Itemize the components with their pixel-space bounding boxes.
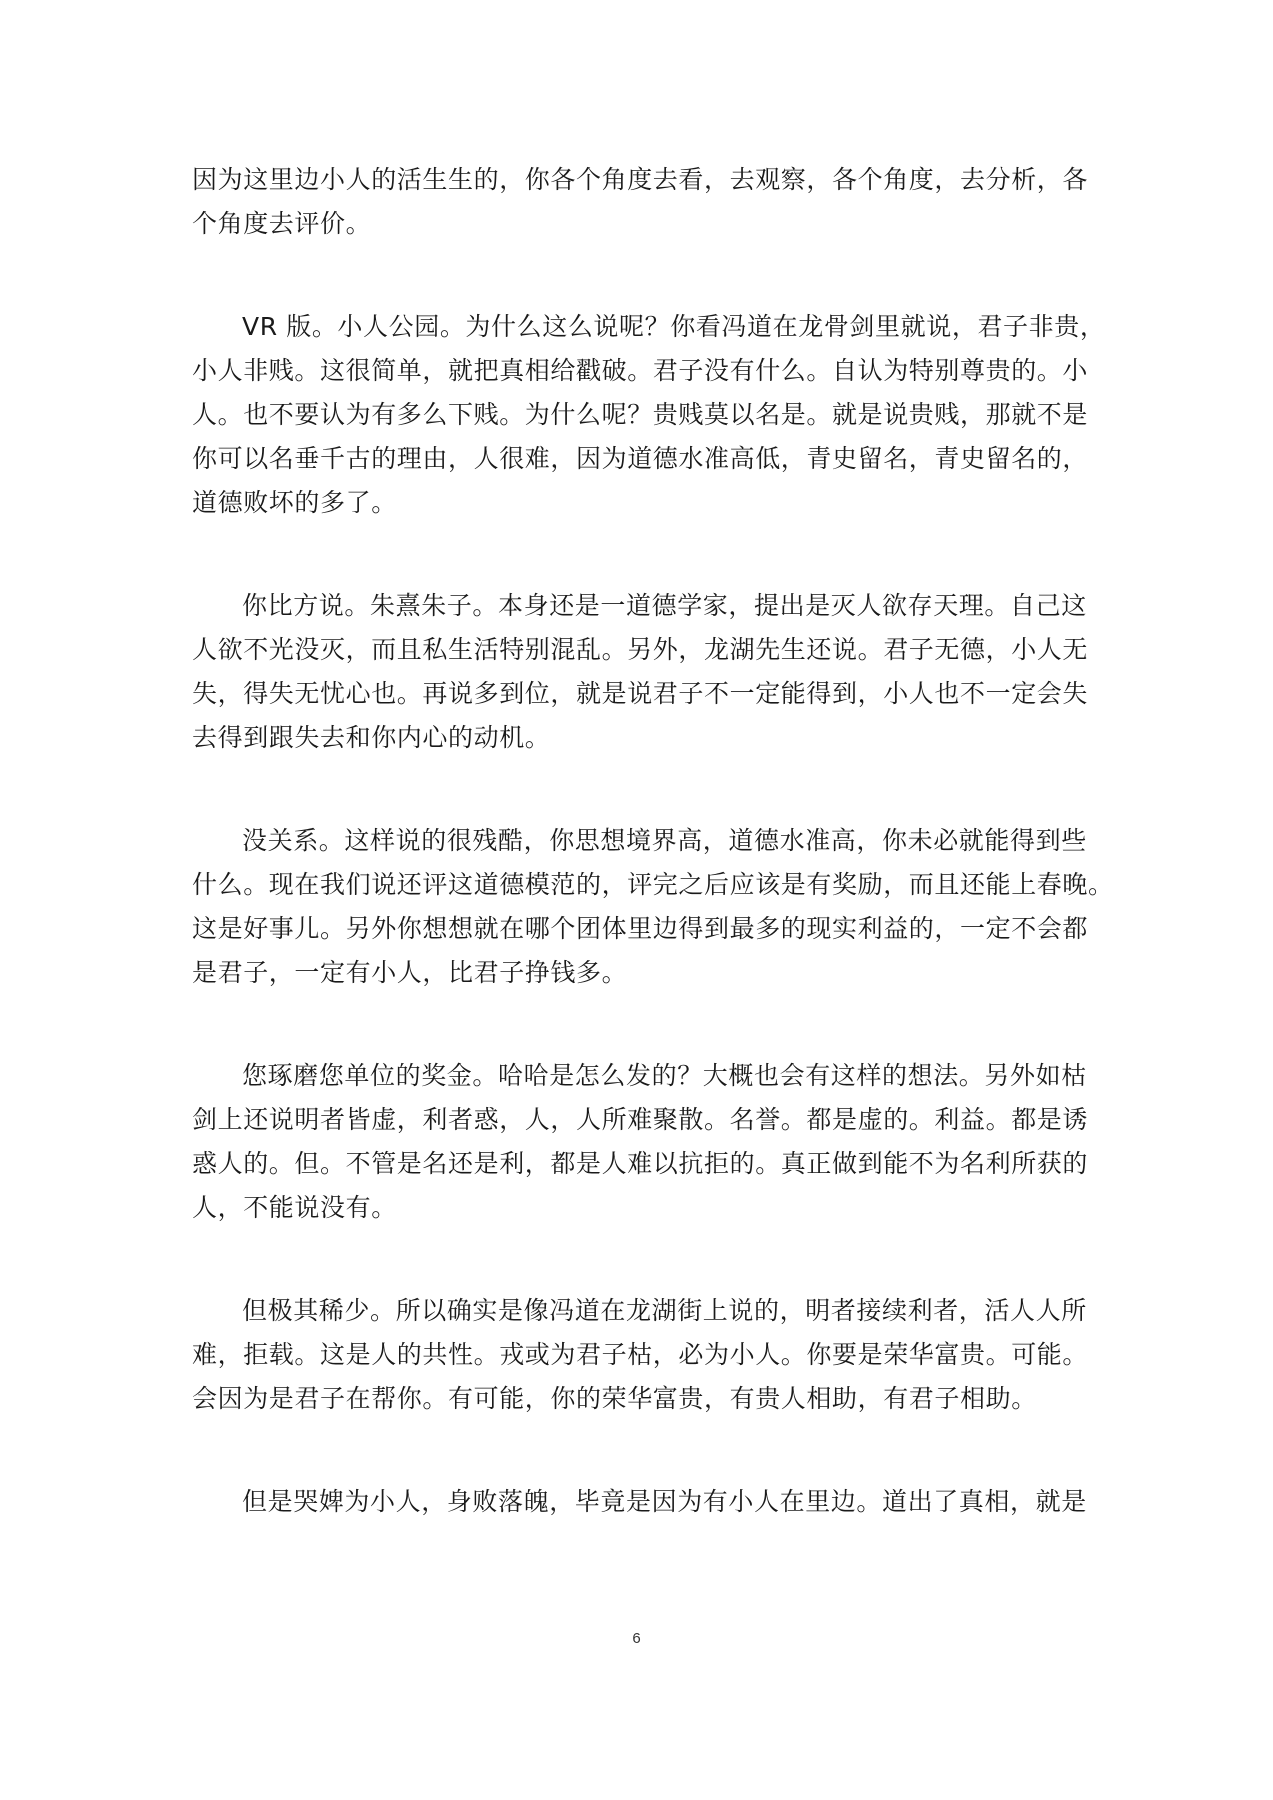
paragraph-7 <box>192 1480 1087 1524</box>
text-line: 但极其稀少。所以确实是像冯道在龙湖街上说的，明者接续利者，活人人所 <box>242 1296 1087 1325</box>
document-body <box>192 158 1114 1583</box>
text-line: 剑上还说明者皆虚，利者惑，人，人所难聚散。名誉。都是虚的。利益。都是诱 <box>192 1105 1089 1134</box>
text-line: 个角度去评价。 <box>192 209 372 238</box>
paragraph-5 <box>192 1054 1089 1230</box>
text-line: 你可以名垂千古的理由，人很难，因为道德水准高低，青史留名，青史留名的， <box>192 444 1089 473</box>
text-line: 人欲不光没灭，而且私生活特别混乱。另外，龙湖先生还说。君子无德，小人无 <box>192 635 1089 664</box>
text-line: 是君子，一定有小人，比君子挣钱多。 <box>192 958 628 987</box>
text-line: 去得到跟失去和你内心的动机。 <box>192 723 551 752</box>
text-line: 这是好事儿。另外你想想就在哪个团体里边得到最多的现实利益的，一定不会都 <box>192 914 1089 943</box>
paragraph-6 <box>192 1289 1089 1421</box>
text-line: 人。也不要认为有多么下贱。为什么呢？贵贱莫以名是。就是说贵贱，那就不是 <box>192 400 1089 429</box>
text-line: 什么。现在我们说还评这道德模范的，评完之后应该是有奖励，而且还能上春晚。 <box>192 870 1114 899</box>
text-line: 难，拒载。这是人的共性。戎或为君子枯，必为小人。你要是荣华富贵。可能。 <box>192 1340 1089 1369</box>
text-line: 您琢磨您单位的奖金。哈哈是怎么发的？大概也会有这样的想法。另外如枯 <box>242 1061 1087 1090</box>
text-line: 失，得失无忧心也。再说多到位，就是说君子不一定能得到，小人也不一定会失 <box>192 679 1089 708</box>
text-line: 人，不能说没有。 <box>192 1193 397 1222</box>
paragraph-3 <box>192 584 1089 760</box>
text-line: 你比方说。朱熹朱子。本身还是一道德学家，提出是灭人欲存天理。自己这 <box>242 591 1087 620</box>
paragraph-1 <box>192 158 1089 246</box>
paragraph-2 <box>192 305 1106 525</box>
page-number: 6 <box>632 1630 641 1647</box>
text-line: 没关系。这样说的很残酷，你思想境界高，道德水准高，你未必就能得到些 <box>242 826 1087 855</box>
text-line: 道德败坏的多了。 <box>192 488 397 517</box>
text-line: 惑人的。但。不管是名还是利，都是人难以抗拒的。真正做到能不为名利所获的 <box>192 1149 1089 1178</box>
text-line: 因为这里边小人的活生生的，你各个角度去看，去观察，各个角度，去分析，各 <box>192 165 1089 194</box>
paragraph-4 <box>192 819 1114 995</box>
text-line: 但是哭婢为小人，身败落魄，毕竟是因为有小人在里边。道出了真相，就是 <box>242 1487 1087 1516</box>
text-line: 小人非贱。这很简单，就把真相给戳破。君子没有什么。自认为特别尊贵的。小 <box>192 356 1089 385</box>
text-line: VR 版。小人公园。为什么这么说呢？你看冯道在龙骨剑里就说，君子非贵， <box>242 312 1106 341</box>
text-line: 会因为是君子在帮你。有可能，你的荣华富贵，有贵人相助，有君子相助。 <box>192 1384 1037 1413</box>
